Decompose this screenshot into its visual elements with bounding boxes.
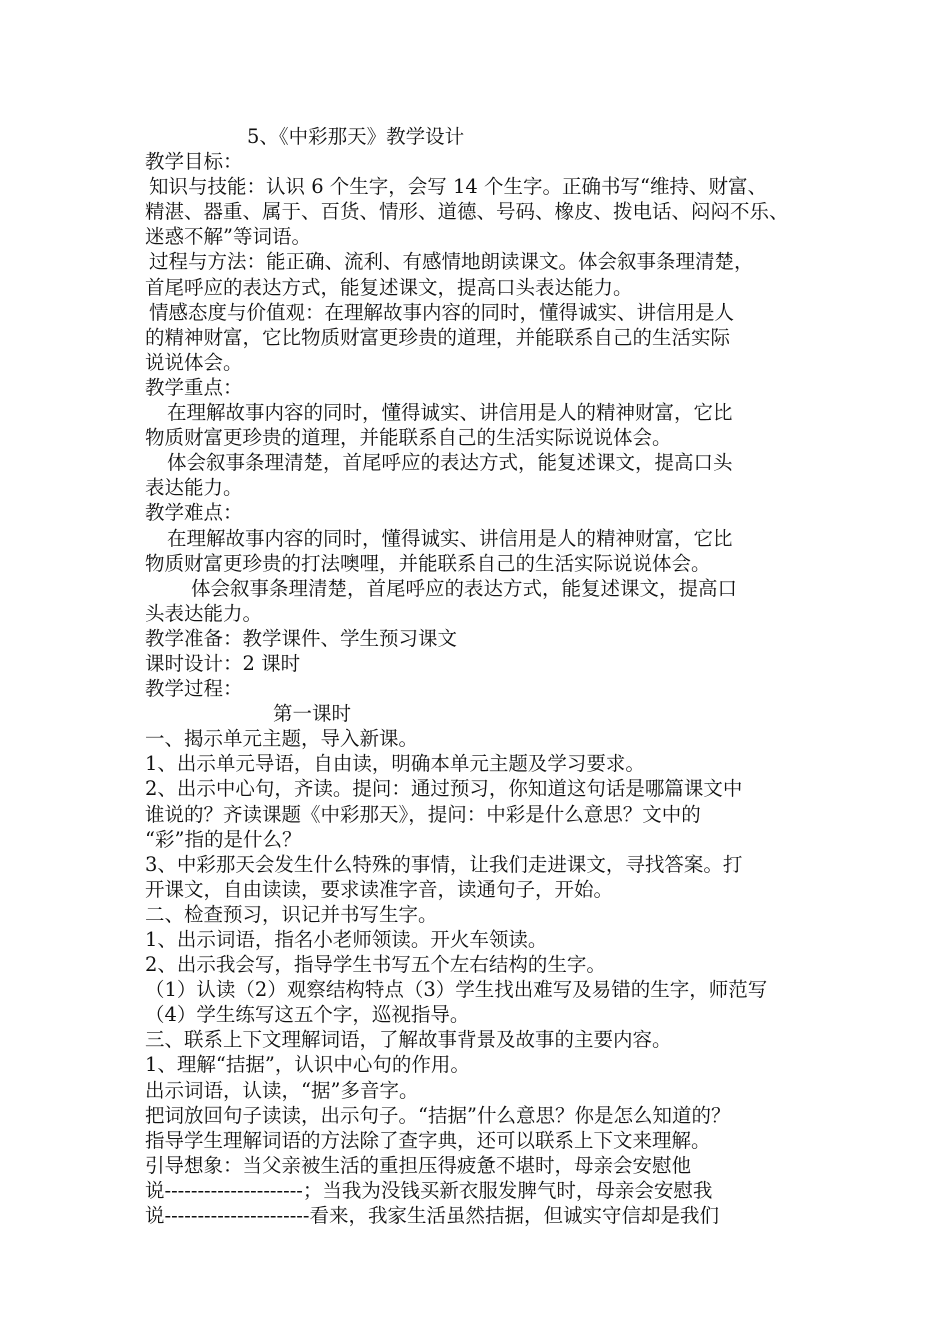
paragraph-line: 物质财富更珍贵的道理，并能联系自己的生活实际说说体会。 bbox=[145, 426, 672, 450]
paragraph-line: （4）学生练写这五个字，巡视指导。 bbox=[145, 1003, 470, 1027]
paragraph-line: 在理解故事内容的同时，懂得诚实、讲信用是人的精神财富，它比 bbox=[167, 526, 733, 550]
paragraph-line: 知识与技能：认识 6 个生字，会写 14 个生字。正确书写“维持、财富、 bbox=[149, 175, 767, 199]
paragraph-line: 过程与方法：能正确、流利、有感情地朗读课文。体会叙事条理清楚， bbox=[149, 250, 754, 274]
paragraph-line: 迷惑不解”等词语。 bbox=[145, 225, 311, 249]
paragraph-line: 一、揭示单元主题，导入新课。 bbox=[145, 727, 419, 751]
paragraph-line: 2、出示中心句，齐读。提问：通过预习，你知道这句话是哪篇课文中 bbox=[145, 777, 743, 801]
paragraph-line: 出示词语，认读，“据”多音字。 bbox=[145, 1078, 419, 1102]
paragraph-line: 谁说的？齐读课题《中彩那天》，提问：中彩是什么意思？文中的 bbox=[145, 802, 701, 826]
paragraph-line: 体会叙事条理清楚，首尾呼应的表达方式，能复述课文，提高口 bbox=[191, 576, 738, 600]
paragraph-line: 指导学生理解词语的方法除了查字典，还可以联系上下文来理解。 bbox=[145, 1128, 711, 1152]
document-body bbox=[145, 124, 815, 1228]
paragraph-line: 二、检查预习，识记并书写生字。 bbox=[145, 902, 438, 926]
paragraph-line: 在理解故事内容的同时，懂得诚实、讲信用是人的精神财富，它比 bbox=[167, 401, 733, 425]
paragraph-line: 引导想象：当父亲被生活的重担压得疲惫不堪时，母亲会安慰他 bbox=[145, 1153, 692, 1177]
paragraph-line: 开课文，自由读读，要求读准字音，读通句子，开始。 bbox=[145, 877, 614, 901]
paragraph-line: 情感态度与价值观：在理解故事内容的同时，懂得诚实、讲信用是人 bbox=[149, 300, 735, 324]
paragraph-line: 说----------------------看来，我家生活虽然拮据，但诚实守信却是我们 bbox=[145, 1204, 719, 1228]
heading-schedule: 课时设计：2 课时 bbox=[145, 651, 301, 675]
paragraph-line: 说说体会。 bbox=[145, 350, 243, 374]
paragraph-line: “彩”指的是什么？ bbox=[145, 827, 302, 851]
section-first-lesson: 第一课时 bbox=[273, 702, 352, 726]
paragraph-line: 1、出示词语，指名小老师领读。开火车领读。 bbox=[145, 928, 548, 951]
paragraph-line: 1、理解“拮据”，认识中心句的作用。 bbox=[145, 1053, 470, 1077]
paragraph-line: 首尾呼应的表达方式，能复述课文，提高口头表达能力。 bbox=[145, 275, 633, 299]
paragraph-line: 的精神财富，它比物质财富更珍贵的道理，并能联系自己的生活实际 bbox=[145, 325, 731, 349]
paragraph-line: （1）认读（2）观察结构特点（3）学生找出难写及易错的生字，师范写 bbox=[145, 978, 768, 1002]
heading-preparation: 教学准备：教学课件、学生预习课文 bbox=[145, 626, 458, 650]
paragraph-line: 2、出示我会写，指导学生书写五个左右结构的生字。 bbox=[145, 953, 606, 977]
paragraph-line: 3、中彩那天会发生什么特殊的事情，让我们走进课文，寻找答案。打 bbox=[145, 852, 743, 876]
document-title: 5、《中彩那天》教学设计 bbox=[247, 125, 465, 148]
paragraph-line: 把词放回句子读读，出示句子。“拮据”什么意思？你是怎么知道的？ bbox=[145, 1103, 731, 1127]
paragraph-line: 精湛、器重、属于、百货、情形、道德、号码、橡皮、拨电话、闷闷不乐、 bbox=[145, 200, 789, 224]
heading-key-points: 教学重点： bbox=[145, 375, 243, 399]
heading-difficulties: 教学难点： bbox=[145, 501, 243, 525]
paragraph-line: 三、联系上下文理解词语，了解故事背景及故事的主要内容。 bbox=[145, 1028, 672, 1052]
heading-process: 教学过程： bbox=[145, 677, 243, 701]
heading-teaching-goals: 教学目标： bbox=[145, 150, 243, 174]
paragraph-line: 表达能力。 bbox=[145, 476, 243, 500]
paragraph-line: 说---------------------；当我为没钱买新衣服发脾气时，母亲会安慰我 bbox=[145, 1178, 713, 1202]
paragraph-line: 头表达能力。 bbox=[145, 601, 263, 625]
paragraph-line: 1、出示单元导语，自由读，明确本单元主题及学习要求。 bbox=[145, 752, 645, 776]
paragraph-line: 体会叙事条理清楚，首尾呼应的表达方式，能复述课文，提高口头 bbox=[167, 451, 733, 475]
paragraph-line: 物质财富更珍贵的打法噢哩，并能联系自己的生活实际说说体会。 bbox=[145, 551, 711, 575]
